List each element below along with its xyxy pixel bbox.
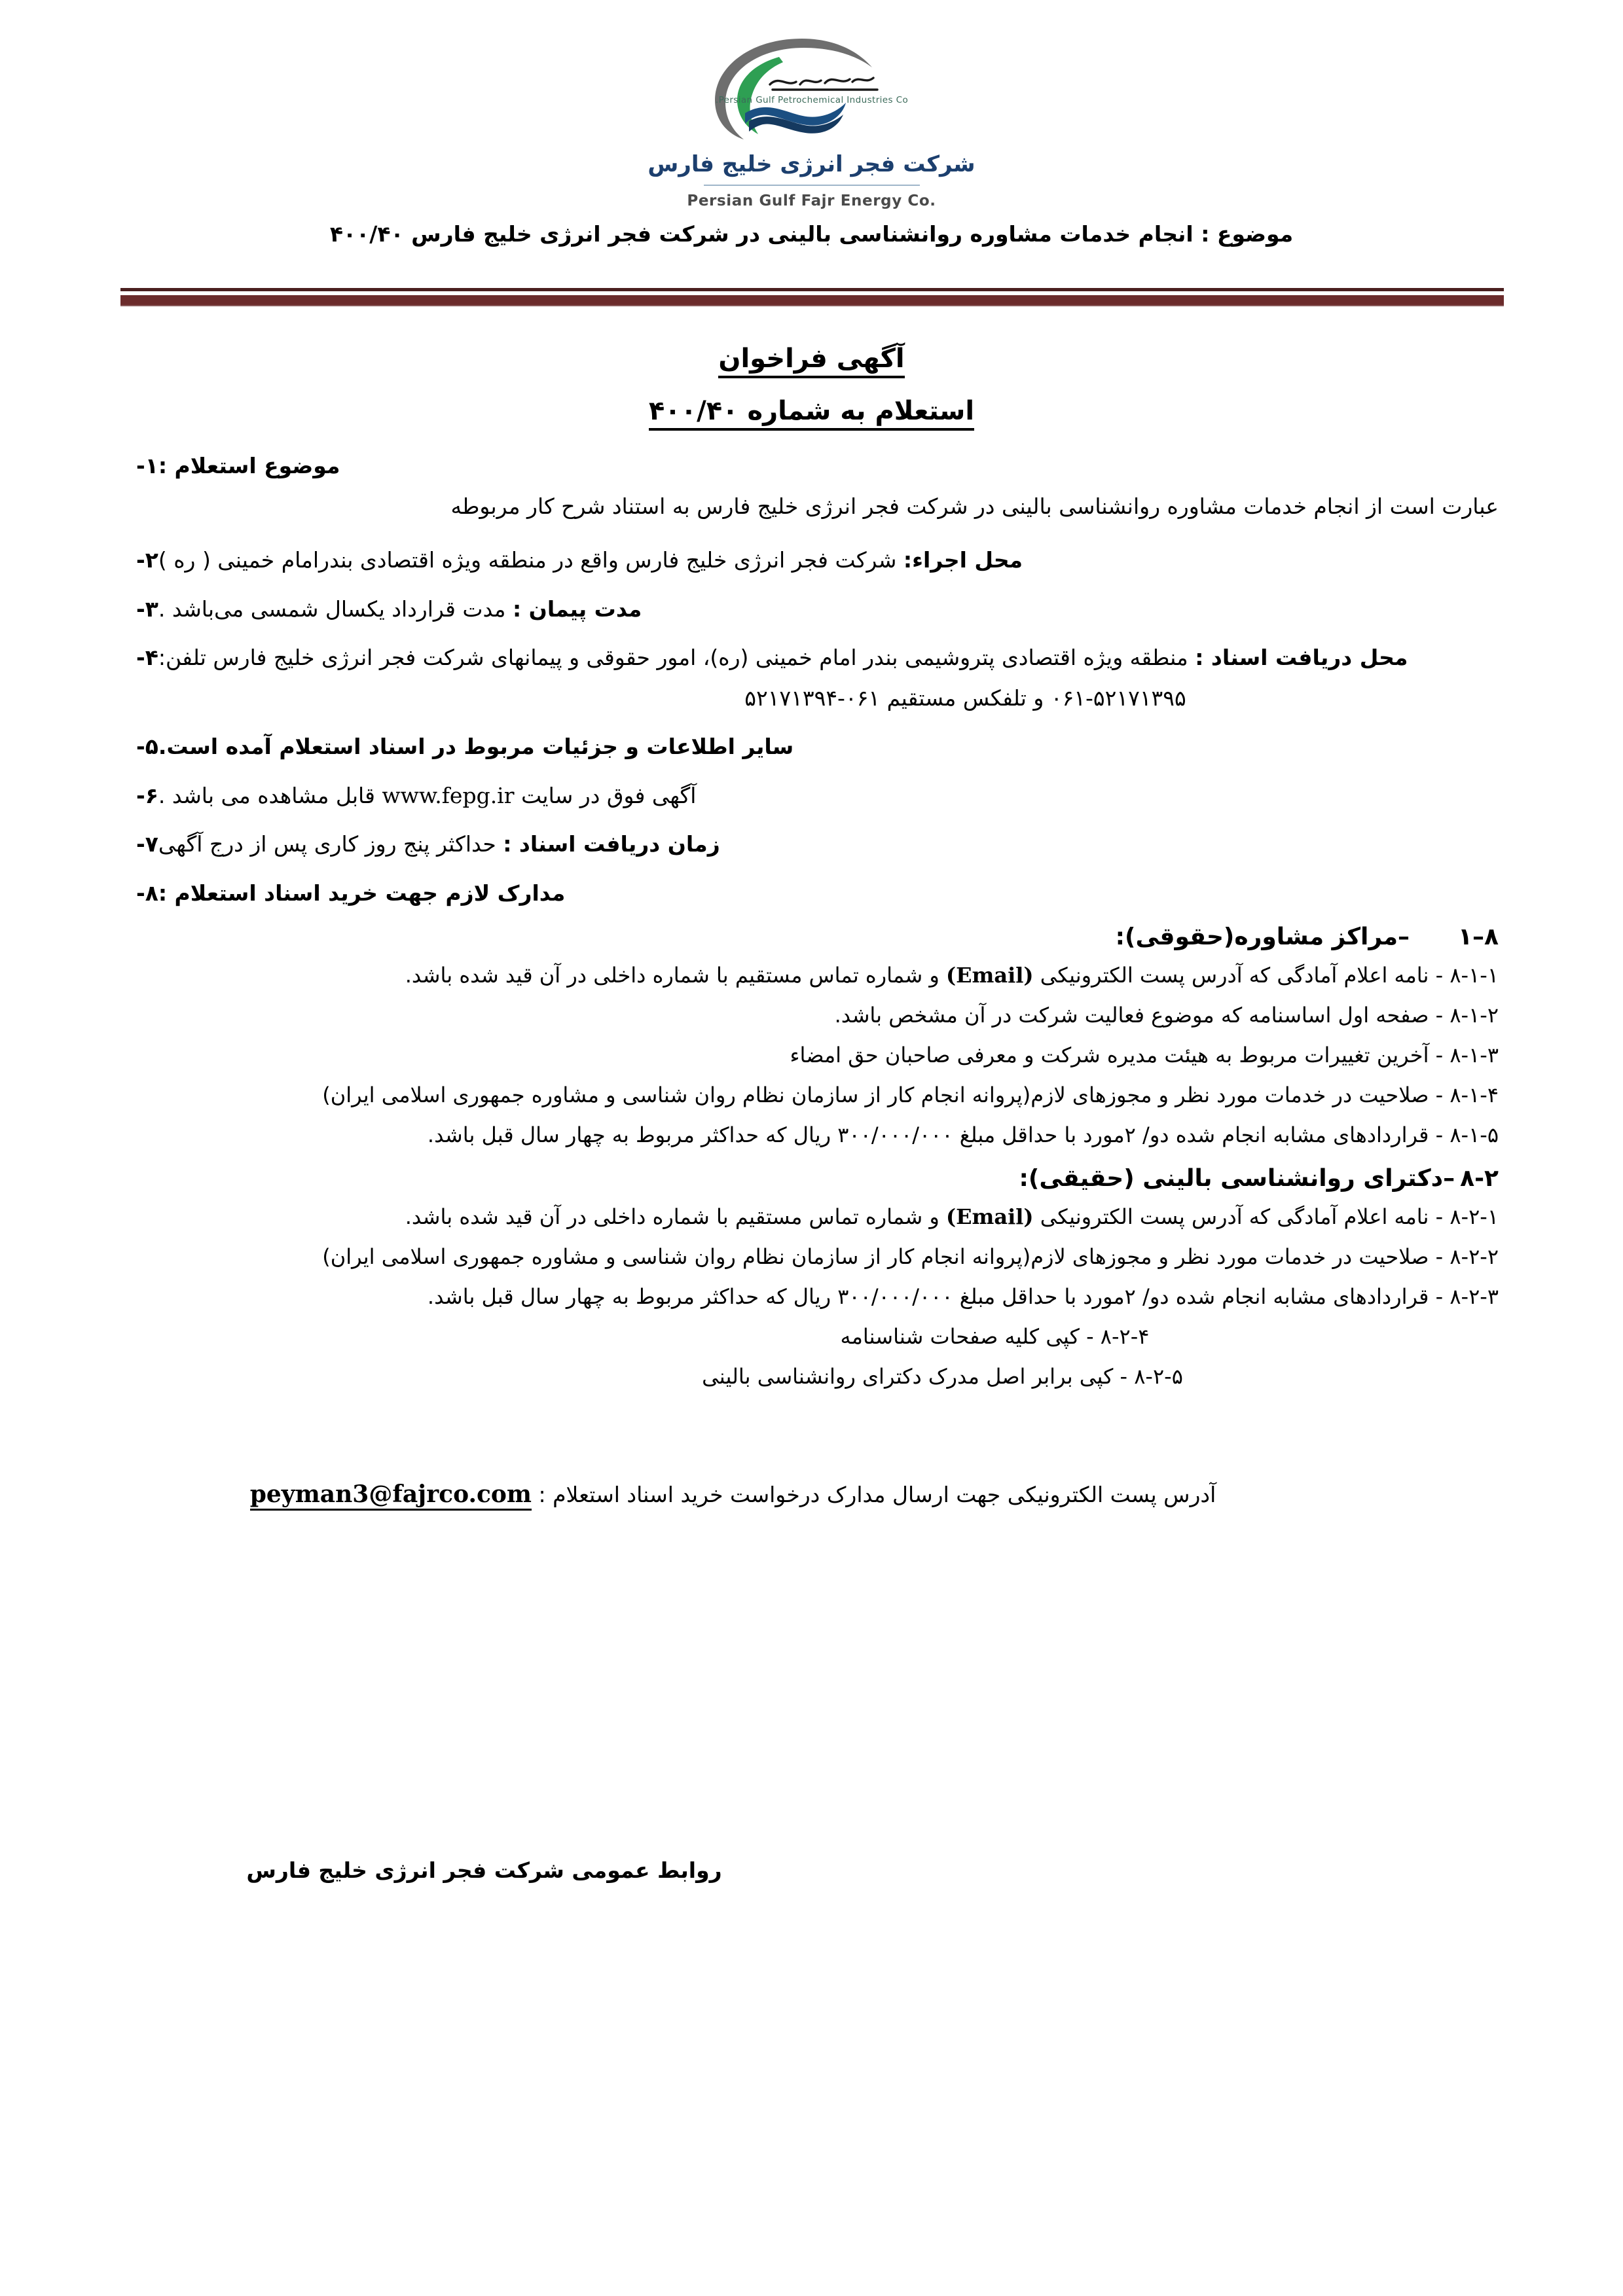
sub-8-1-4-number: ۸-۱-۴ -: [1435, 1082, 1499, 1107]
sub-8-2-1-post: و شماره تماس مستقیم با شماره داخلی در آن قید شده باشد.: [405, 1204, 939, 1230]
item-2-content: [158, 546, 1023, 575]
item-8-number: ۸-: [136, 880, 158, 906]
sub-8-2-2-number: ۸-۲-۲ -: [1435, 1244, 1499, 1270]
sub-item-8-1-4: [124, 1081, 1499, 1110]
item-2-body: شرکت فجر انرژی خلیج فارس واقع در منطقه ویژه اقتصادی بندرامام خمینی ( ره ): [158, 547, 897, 573]
logo-company-name-fa: شرکت فجر انرژی خلیج فارس: [647, 151, 976, 177]
item-6-prefix: آگهی فوق در سایت: [521, 782, 697, 808]
sub-8-2-1-email-token: (Email): [945, 1204, 1034, 1230]
sub-item-8-2-3: [124, 1282, 1499, 1312]
page-title: [0, 344, 1623, 374]
sub-item-8-2-4: [124, 1322, 1499, 1352]
section-8-1-heading: [124, 924, 1499, 950]
item-7-number: ۷-: [136, 831, 158, 857]
footer-signature: روابط عمومی شرکت فجر انرژی خلیج فارس: [246, 1857, 722, 1883]
list-item-6: [124, 781, 1499, 811]
page-subtitle-text: استعلام به شماره ۴۰۰/۴۰: [649, 396, 974, 431]
sub-8-2-4-text: کپی کلیه صفحات شناسنامه: [840, 1323, 1080, 1349]
item-7-label: زمان دریافت اسناد :: [503, 831, 720, 857]
page-title-text: آگهی فراخوان: [718, 344, 904, 378]
item-4-body: منطقه ویژه اقتصادی پتروشیمی بندر امام خمینی (ره)، امور حقوقی و پیمانهای شرکت فجر انرژی خلیج فارس تلفن:: [158, 645, 1188, 671]
logo-mark-icon: [681, 29, 943, 147]
submission-email-line: [124, 1480, 1499, 1511]
sub-8-1-5-text: قراردادهای مشابه انجام شده دو/ ۲مورد با حداقل مبلغ ۳۰۰/۰۰۰/۰۰۰ ریال که حداکثر مربوط به چهار سال قبل باشد.: [427, 1122, 1429, 1147]
item-1-number: ۱-: [136, 453, 158, 478]
sub-8-1-5-number: ۸-۱-۵ -: [1435, 1122, 1499, 1147]
sub-item-8-2-2: [124, 1242, 1499, 1272]
sub-item-8-2-5: [124, 1362, 1499, 1391]
item-5-body: سایر اطلاعات و جزئیات مربوط در اسناد استعلام آمده است.: [158, 734, 794, 760]
website-link[interactable]: www.fepg.ir: [382, 782, 515, 808]
section-8-2-title: –دکترای روانشناسی بالینی (حقیقی):: [1019, 1165, 1455, 1193]
item-8-body: مدارک لازم جهت خرید اسناد استعلام :: [158, 880, 566, 906]
sub-8-1-3-number: ۸-۱-۳ -: [1435, 1043, 1499, 1068]
list-item-1: [124, 452, 1499, 481]
item-3-body: مدت قرارداد یکسال شمسی می‌باشد .: [158, 596, 506, 622]
item-1-label: موضوع استعلام :: [158, 453, 340, 478]
sub-8-1-1-pre: نامه اعلام آمادگی که آدرس پست الکترونیکی: [1040, 963, 1429, 988]
company-logo: [0, 29, 1623, 209]
item-4-label: محل دریافت اسناد :: [1195, 645, 1408, 671]
sub-item-8-1-1: [124, 961, 1499, 990]
page-subtitle: [0, 396, 1623, 426]
svg-text:Persian Gulf Petrochemical Ind: Persian Gulf Petrochemical Industries Co.: [715, 95, 908, 105]
sub-8-1-1-email-token: (Email): [945, 963, 1034, 988]
item-4-number: ۴-: [136, 645, 158, 671]
item-6-content: [158, 781, 697, 811]
sub-8-1-3-text: آخرین تغییرات مربوط به هیئت مدیره شرکت و معرفی صاحبان حق امضاء: [790, 1043, 1429, 1068]
submission-email-label: آدرس پست الکترونیکی جهت ارسال مدارک درخواست خرید اسناد استعلام :: [538, 1482, 1216, 1507]
item-6-number: ۶-: [136, 782, 158, 808]
sub-8-2-5-number: ۸-۲-۵ -: [1120, 1363, 1183, 1389]
item-5-number: ۵-: [136, 734, 158, 760]
item-4-phone-line: ۰۶۱-۵۲۱۷۱۳۹۵ و تلفکس مستقیم ۰۶۱-۵۲۱۷۱۳۹۴: [744, 685, 1186, 711]
sub-8-1-1-number: ۸-۱-۱ -: [1435, 963, 1499, 988]
sub-8-2-3-text: قراردادهای مشابه انجام شده دو/ ۲مورد با حداقل مبلغ ۳۰۰/۰۰۰/۰۰۰ ریال که حداکثر مربوط به چهار سال قبل باشد.: [427, 1284, 1429, 1310]
section-8-1-title: –مراکز مشاوره(حقوقی):: [1115, 924, 1410, 951]
section-8-1-number: ۸–۱: [1458, 924, 1499, 951]
list-item-5: [124, 732, 1499, 762]
divider-thick-rule: [120, 295, 1504, 306]
item-4-content: [158, 643, 1408, 673]
divider-thin-rule: [120, 288, 1504, 291]
item-3-label: مدت پیمان :: [512, 596, 642, 622]
item-3-number: ۳-: [136, 596, 158, 622]
sub-8-1-2-number: ۸-۱-۲ -: [1435, 1003, 1499, 1028]
item-7-content: [158, 830, 720, 859]
logo-divider: [704, 185, 920, 186]
section-8-2-number: ۸-۲: [1460, 1165, 1499, 1193]
sub-8-1-2-text: صفحه اول اساسنامه که موضوع فعالیت شرکت در آن مشخص باشد.: [834, 1003, 1429, 1028]
item-2-label: محل اجراء:: [903, 547, 1023, 573]
logo-company-name-en: Persian Gulf Fajr Energy Co.: [687, 192, 936, 209]
announcement-body: [124, 452, 1499, 1391]
sub-8-2-4-number: ۸-۲-۴ -: [1086, 1323, 1150, 1349]
list-item-7: [124, 830, 1499, 859]
subject-line: موضوع : انجام خدمات مشاوره روانشناسی بالینی در شرکت فجر انرژی خلیج فارس ۴۰۰/۴۰: [329, 221, 1294, 247]
sub-item-8-1-5: [124, 1121, 1499, 1150]
sub-8-2-2-text: صلاحیت در خدمات مورد نظر و مجوزهای لازم(پروانه انجام کار از سازمان نظام روان شناسی و مشاوره جمهوری اسلامی ایران): [322, 1244, 1429, 1270]
item-6-suffix: قابل مشاهده می باشد .: [158, 782, 375, 808]
sub-8-2-5-text: کپی برابر اصل مدرک دکترای روانشناسی بالینی: [702, 1363, 1114, 1389]
sub-8-2-1-number: ۸-۲-۱ -: [1435, 1204, 1499, 1230]
item-3-content: [158, 595, 642, 624]
sub-item-8-1-2: [124, 1001, 1499, 1030]
list-item-8: [124, 879, 1499, 908]
list-item-2: [124, 546, 1499, 575]
sub-8-1-4-text: صلاحیت در خدمات مورد نظر و مجوزهای لازم(پروانه انجام کار از سازمان نظام روان شناسی و مشاوره جمهوری اسلامی ایران): [322, 1082, 1429, 1107]
submission-email-address[interactable]: peyman3@fajrco.com: [250, 1480, 532, 1511]
sub-item-8-1-3: [124, 1041, 1499, 1070]
item-1-body: عبارت است از انجام خدمات مشاوره روانشناسی بالینی در شرکت فجر انرژی خلیج فارس به استناد شرح کار مربوطه: [450, 493, 1499, 519]
item-7-body: حداکثر پنج روز کاری پس از درج آگهی: [158, 831, 496, 857]
sub-8-2-3-number: ۸-۲-۳ -: [1435, 1284, 1499, 1310]
sub-8-2-1-pre: نامه اعلام آمادگی که آدرس پست الکترونیکی: [1040, 1204, 1429, 1230]
item-2-number: ۲-: [136, 547, 158, 573]
sub-8-1-1-post: و شماره تماس مستقیم با شماره داخلی در آن قید شده باشد.: [405, 963, 939, 988]
header-divider: [120, 288, 1504, 306]
section-8-2-heading: [124, 1165, 1499, 1192]
list-item-3: [124, 595, 1499, 624]
list-item-4: [124, 643, 1499, 673]
sub-item-8-2-1: [124, 1202, 1499, 1232]
